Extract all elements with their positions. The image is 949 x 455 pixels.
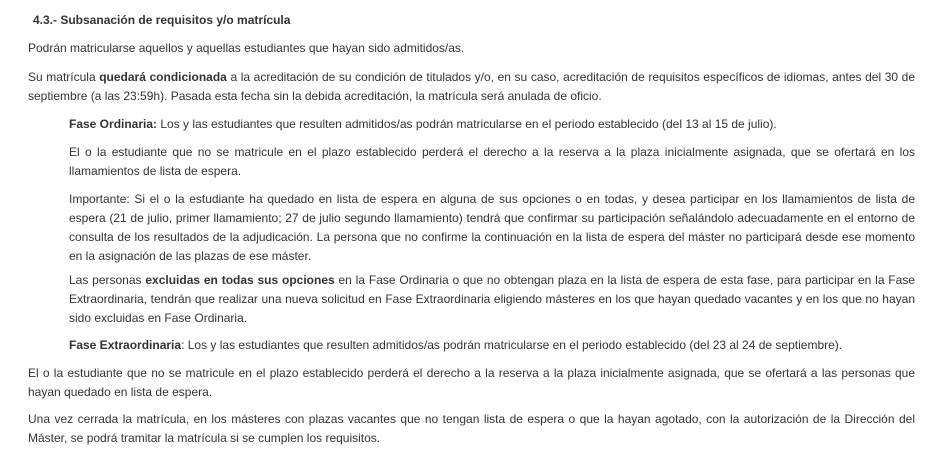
excluidas-strong: excluidas en todas sus opciones xyxy=(145,273,335,287)
paragraph-fase-extraordinaria xyxy=(69,336,915,355)
paragraph-cierre xyxy=(28,410,915,448)
paragraph-excluidas xyxy=(69,271,915,328)
section-heading: 4.3.- Subsanación de requisitos y/o matrícula xyxy=(33,13,291,27)
paragraph-no-matricula xyxy=(28,364,915,402)
cierre-text: Una vez cerrada la matrícula, en los másteres con plazas vacantes que no tengan lista de espera o que la hayan agotado, con la autorización de la Dirección del Máster, se podrá tramitar la matrícula si se cumplen los requisitos. xyxy=(28,412,915,445)
excluidas-pre: Las personas xyxy=(69,273,146,287)
condicionada-post: a la acreditación de su condición de titulados y/o, en su caso, acreditación de requisitos específicos de idiomas, antes del 30 de septiembre (a las 23:59h). Pasada esta fecha sin la debida acreditación, la matrícula será anulada de oficio. xyxy=(28,70,915,103)
paragraph-fase-ordinaria xyxy=(69,115,915,134)
fase-extraordinaria-label: Fase Extraordinaria xyxy=(69,338,182,352)
paragraph-admision xyxy=(28,39,915,58)
importante-text: Importante: Si el o la estudiante ha quedado en lista de espera en alguna de sus opciones o en todas, y desea participar en los llamamientos de lista de espera (21 de julio, primer llamamiento; 27 de julio segundo llamamiento) tendrá que confirmar su participación señalándolo adecuadamente en el entorno de consulta de los resultados de la adjudicación. La persona que no confirme la continuación en la lista de espera del máster no participará desde ese momento en la asignación de las plazas de ese máster. xyxy=(69,192,915,263)
paragraph-condicionada xyxy=(28,68,915,106)
excluidas-post: en la Fase Ordinaria o que no obtengan plaza en la lista de espera de esta fase, para participar en la Fase Extraordinaria, tendrán que realizar una nueva solicitud en Fase Extraordinaria eligiendo másteres en los que hayan quedado vacantes y en los que no hayan sido excluidas en Fase Ordinaria. xyxy=(69,273,915,325)
fase-ordinaria-text: Los y las estudiantes que resulten admitidos/as podrán matricularse en el periodo establecido (del 13 al 15 de julio). xyxy=(157,117,777,131)
paragraph-importante xyxy=(69,190,915,266)
condicionada-strong: quedará condicionada xyxy=(99,70,227,84)
paragraph-admision-text: Podrán matricularse aquellos y aquellas estudiantes que hayan sido admitidos/as. xyxy=(28,41,465,55)
paragraph-ordinaria-no-matricula xyxy=(69,143,915,181)
condicionada-pre: Su matrícula xyxy=(28,70,100,84)
fase-ordinaria-label: Fase Ordinaria: xyxy=(69,117,158,131)
no-matricula-text: El o la estudiante que no se matricule en el plazo establecido perderá el derecho a la reserva a la plaza inicialmente asignada, que se ofertará a las personas que hayan quedado en lista de espera. xyxy=(28,366,915,399)
fase-extraordinaria-text: : Los y las estudiantes que resulten admitidos/as podrán matricularse en el periodo establecido (del 23 al 24 de septiembre). xyxy=(181,338,843,352)
ordinaria-no-matricula-text: El o la estudiante que no se matricule en el plazo establecido perderá el derecho a la reserva a la plaza inicialmente asignada, que se ofertará en los llamamientos de lista de espera. xyxy=(69,145,915,178)
